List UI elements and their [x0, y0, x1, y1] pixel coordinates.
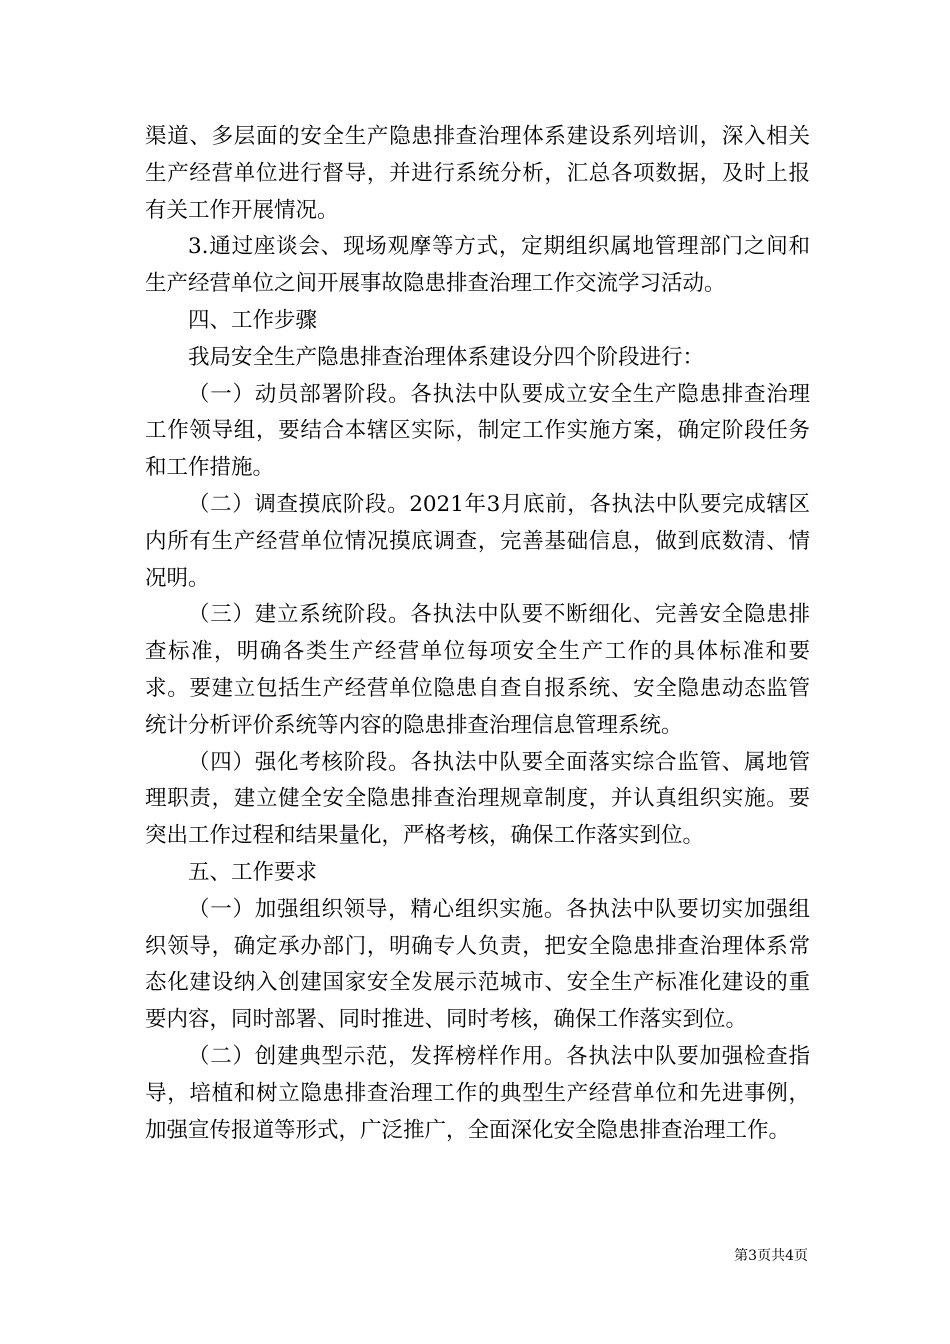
paragraph-training-continued: 渠道、多层面的安全生产隐患排查治理体系建设系列培训，深入相关生产经营单位进行督导，并进行系统分析，汇总各项数据，及时上报有关工作开展情况。 [145, 124, 810, 223]
paragraph-requirement-2: （二）创建典型示范，发挥榜样作用。各执法中队要加强检查指导，培植和树立隐患排查治理工作的典型生产经营单位和先进事例，加强宣传报道等形式，广泛推广，全面深化安全隐患排查治理工作。 [145, 1043, 810, 1143]
section-heading-work-steps: 四、工作步骤 [188, 307, 318, 333]
paragraph-requirement-1: （一）加强组织领导，精心组织实施。各执法中队要切实加强组织领导，确定承办部门，明确专人负责，把安全隐患排查治理体系常态化建设纳入创建国家安全发展示范城市、安全生产标准化建设的重要内容，同时部署、同时推进、同时考核，确保工作落实到位。 [145, 896, 810, 1033]
paragraph-four-stages-intro: 我局安全生产隐患排查治理体系建设分四个阶段进行： [188, 344, 705, 370]
paragraph-stage-4: （四）强化考核阶段。各执法中队要全面落实综合监管、属地管理职责，建立健全安全隐患排查治理规章制度，并认真组织实施。要突出工作过程和结果量化，严格考核，确保工作落实到位。 [145, 749, 810, 849]
paragraph-stage-3: （三）建立系统阶段。各执法中队要不断细化、完善安全隐患排查标准，明确各类生产经营单位每项安全生产工作的具体标准和要求。要建立包括生产经营单位隐患自查自报系统、安全隐患动态监管统计分析评价系统等内容的隐患排查治理信息管理系统。 [145, 602, 810, 738]
paragraph-stage-2: （二）调查摸底阶段。2021年3月底前，各执法中队要完成辖区内所有生产经营单位情况摸底调查，完善基础信息，做到底数清、情况明。 [145, 491, 810, 591]
paragraph-stage-1: （一）动员部署阶段。各执法中队要成立安全生产隐患排查治理工作领导组，要结合本辖区实际，制定工作实施方案，确定阶段任务和工作措施。 [145, 381, 810, 481]
document-body [145, 119, 810, 1149]
section-heading-work-requirements: 五、工作要求 [188, 859, 318, 885]
paragraph-item-3: 3.通过座谈会、现场观摩等方式，定期组织属地管理部门之间和生产经营单位之间开展事故隐患排查治理工作交流学习活动。 [145, 234, 810, 297]
page-number-footer: 第3页共4页 [734, 1248, 808, 1264]
